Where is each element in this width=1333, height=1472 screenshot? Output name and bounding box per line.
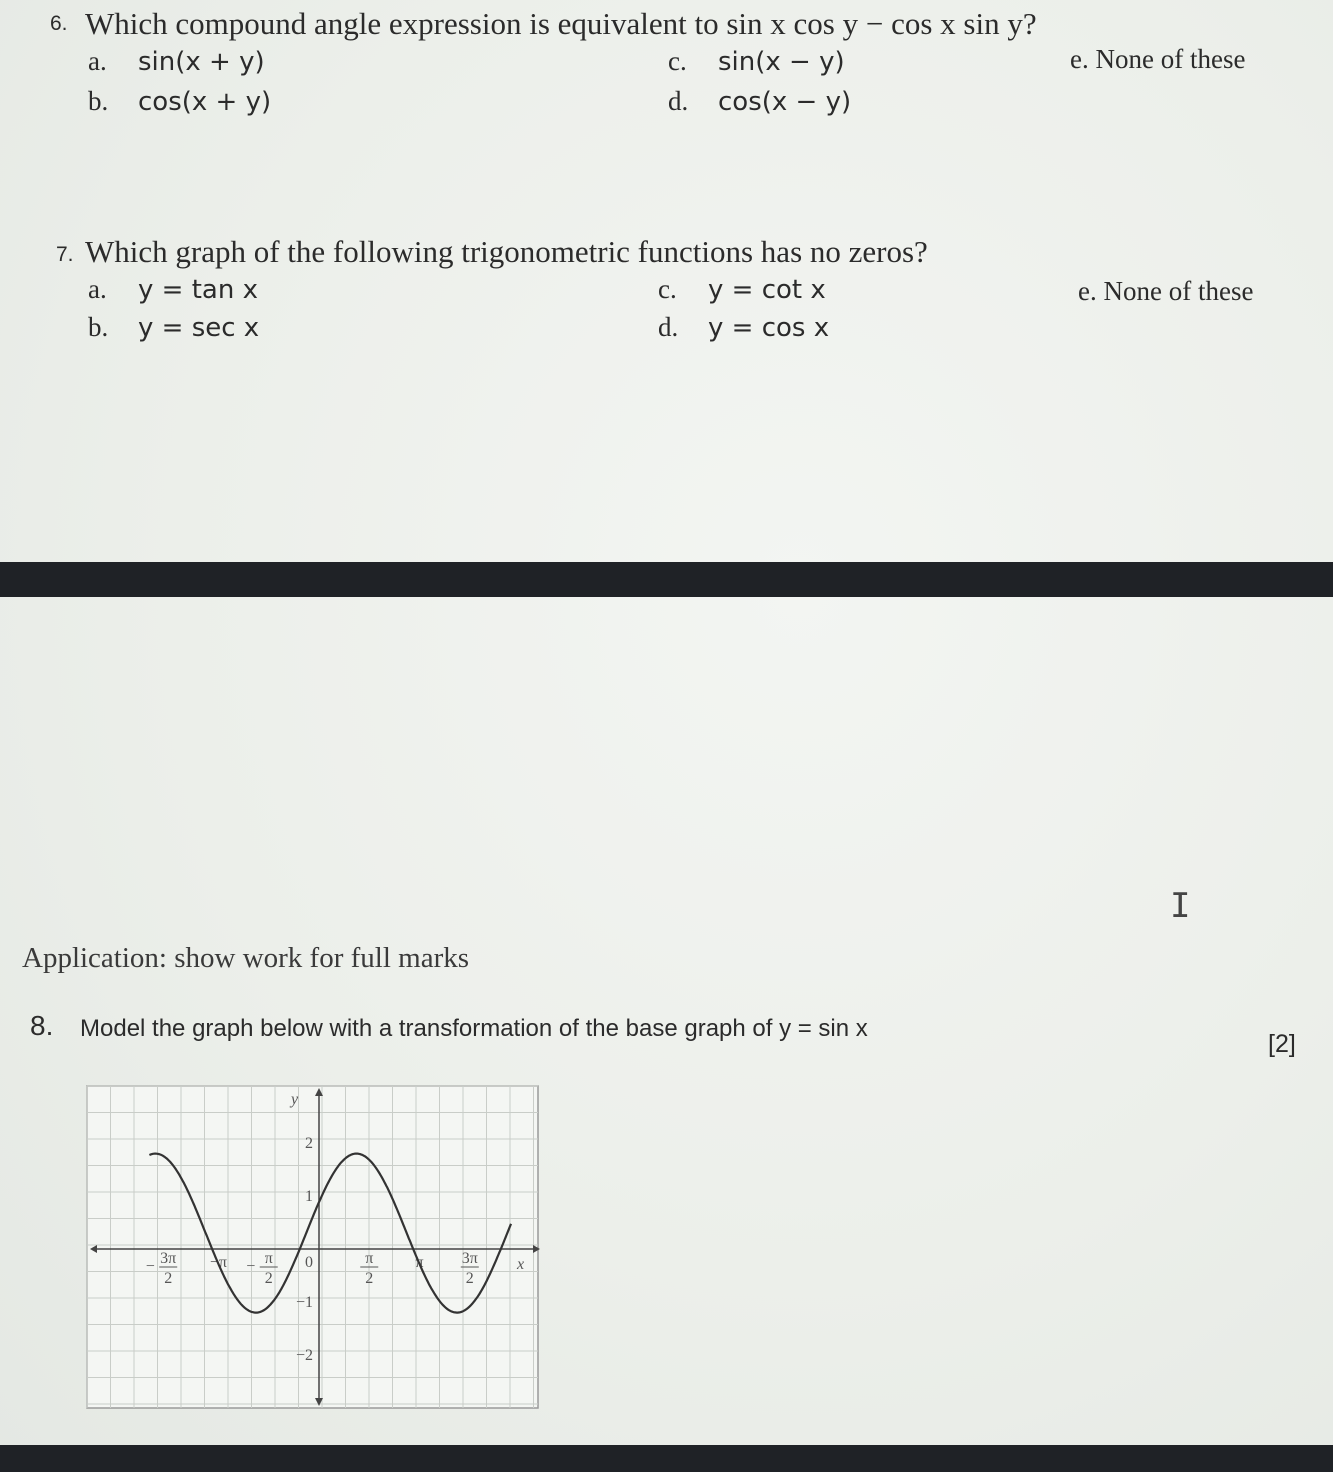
q7-option-d[interactable] <box>658 312 829 343</box>
option-label: c. <box>668 46 687 76</box>
option-label: c. <box>658 274 677 304</box>
option-expression: None of these <box>1095 44 1246 74</box>
option-label: d. <box>658 312 679 342</box>
q6-option-c[interactable] <box>668 46 845 77</box>
x-tick-numerator: 3π <box>160 1250 177 1267</box>
question-8-number: 8. <box>30 1010 54 1041</box>
question-8-prompt: Model the graph below with a transformation of the base graph of y = sin x <box>80 1015 868 1042</box>
q7-option-c[interactable] <box>658 274 826 305</box>
option-label: b. <box>88 86 109 116</box>
option-expression: cos(x + y) <box>138 87 272 117</box>
option-expression: cos(x − y) <box>718 87 852 117</box>
application-heading: Application: show work for full marks <box>22 942 470 974</box>
x-tick-numerator: π <box>365 1250 374 1267</box>
question-8-marks: [2] <box>1268 1030 1296 1058</box>
x-tick-sign: − <box>246 1258 256 1275</box>
question-7-number: 7. <box>56 243 74 266</box>
question-6-number: 6. <box>50 12 68 35</box>
x-tick-label: π <box>415 1254 424 1271</box>
x-tick-denominator: 2 <box>264 1270 273 1287</box>
option-label: a. <box>88 46 107 76</box>
q7-option-b[interactable] <box>88 312 259 343</box>
option-label: e. <box>1078 276 1097 306</box>
option-label: b. <box>88 312 109 342</box>
page-divider-bottom <box>0 1445 1333 1472</box>
x-tick-label: 0 <box>305 1254 313 1271</box>
q6-option-b[interactable] <box>88 86 271 117</box>
y-tick-label: 2 <box>305 1135 313 1152</box>
y-tick-label: 1 <box>305 1188 313 1205</box>
q6-option-e[interactable] <box>1070 44 1245 75</box>
multiple-choice-section <box>0 0 1333 562</box>
text-cursor-icon: I <box>1170 886 1191 926</box>
x-tick-denominator: 2 <box>164 1270 173 1287</box>
page-divider <box>0 562 1333 597</box>
x-tick-label: −π <box>209 1254 228 1271</box>
q6-option-d[interactable] <box>668 86 851 117</box>
question-6-prompt: Which compound angle expression is equivalent to sin x cos y − cos x sin y? <box>85 6 1037 41</box>
x-tick-sign: − <box>145 1258 155 1275</box>
q8-sine-graph <box>85 1084 540 1410</box>
y-axis-label: y <box>291 1091 299 1108</box>
option-expression: sin(x + y) <box>138 47 265 77</box>
option-expression: None of these <box>1103 276 1254 306</box>
q6-option-a[interactable] <box>88 46 265 77</box>
option-expression: y = sec x <box>138 313 260 343</box>
q7-option-e[interactable] <box>1078 276 1253 307</box>
x-tick-numerator: 3π <box>461 1250 478 1267</box>
option-label: a. <box>88 274 107 304</box>
option-expression: y = tan x <box>138 275 258 305</box>
option-expression: sin(x − y) <box>718 47 845 77</box>
option-expression: y = cot x <box>708 275 826 305</box>
x-tick-denominator: 2 <box>465 1270 474 1287</box>
option-label: e. <box>1070 44 1089 74</box>
y-tick-label: −2 <box>295 1347 313 1364</box>
x-tick-numerator: π <box>264 1250 273 1267</box>
y-tick-label: −1 <box>295 1294 313 1311</box>
x-tick-denominator: 2 <box>365 1270 374 1287</box>
option-expression: y = cos x <box>708 313 830 343</box>
q7-option-a[interactable] <box>88 274 258 305</box>
x-axis-label: x <box>517 1256 525 1273</box>
option-label: d. <box>668 86 689 116</box>
question-7-prompt: Which graph of the following trigonometric functions has no zeros? <box>85 234 928 269</box>
